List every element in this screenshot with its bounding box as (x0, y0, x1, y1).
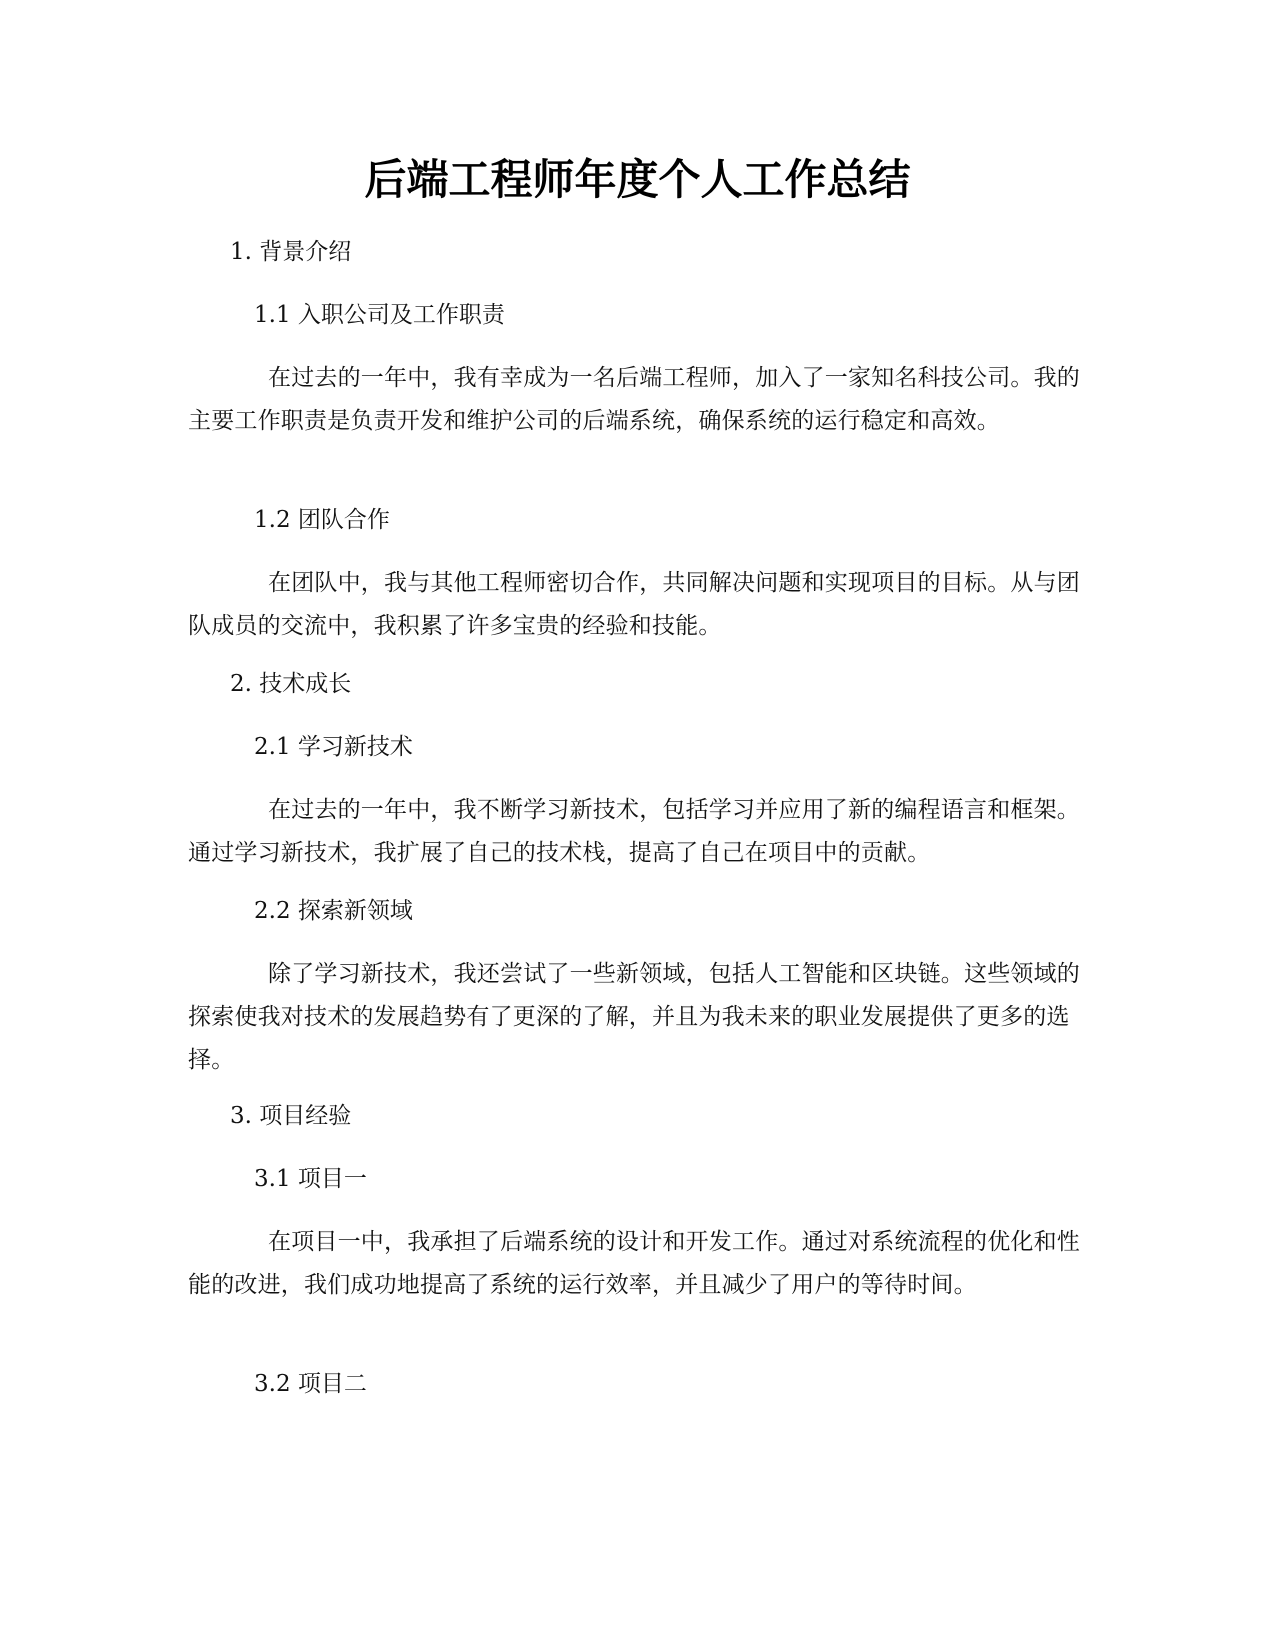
subsection-heading-1-2: 1.2 团队合作 (254, 507, 390, 533)
paragraph-2-1: 在过去的一年中，我不断学习新技术，包括学习并应用了新的编程语言和框架。通过学习新技术，我扩展了自己的技术栈，提高了自己在项目中的贡献。 (188, 797, 1080, 866)
paragraph-1-1: 在过去的一年中，我有幸成为一名后端工程师，加入了一家知名科技公司。我的主要工作职责是负责开发和维护公司的后端系统，确保系统的运行稳定和高效。 (188, 365, 1080, 434)
document-title: 后端工程师年度个人工作总结 (364, 155, 911, 204)
section-heading-1: 1. 背景介绍 (230, 239, 352, 265)
subsection-heading-1-1: 1.1 入职公司及工作职责 (254, 302, 505, 328)
section-heading-3: 3. 项目经验 (230, 1103, 352, 1129)
paragraph-2-2: 除了学习新技术，我还尝试了一些新领域，包括人工智能和区块链。这些领域的探索使我对技术的发展趋势有了更深的了解，并且为我未来的职业发展提供了更多的选择。 (188, 961, 1080, 1073)
subsection-heading-2-1: 2.1 学习新技术 (254, 734, 413, 760)
paragraph-1-2: 在团队中，我与其他工程师密切合作，共同解决问题和实现项目的目标。从与团队成员的交流中，我积累了许多宝贵的经验和技能。 (188, 570, 1080, 639)
paragraph-3-1: 在项目一中，我承担了后端系统的设计和开发工作。通过对系统流程的优化和性能的改进，我们成功地提高了系统的运行效率，并且减少了用户的等待时间。 (188, 1229, 1080, 1298)
subsection-heading-3-1: 3.1 项目一 (254, 1166, 367, 1192)
section-heading-2: 2. 技术成长 (230, 671, 352, 697)
subsection-heading-2-2: 2.2 探索新领域 (254, 898, 413, 924)
subsection-heading-3-2: 3.2 项目二 (254, 1371, 367, 1397)
